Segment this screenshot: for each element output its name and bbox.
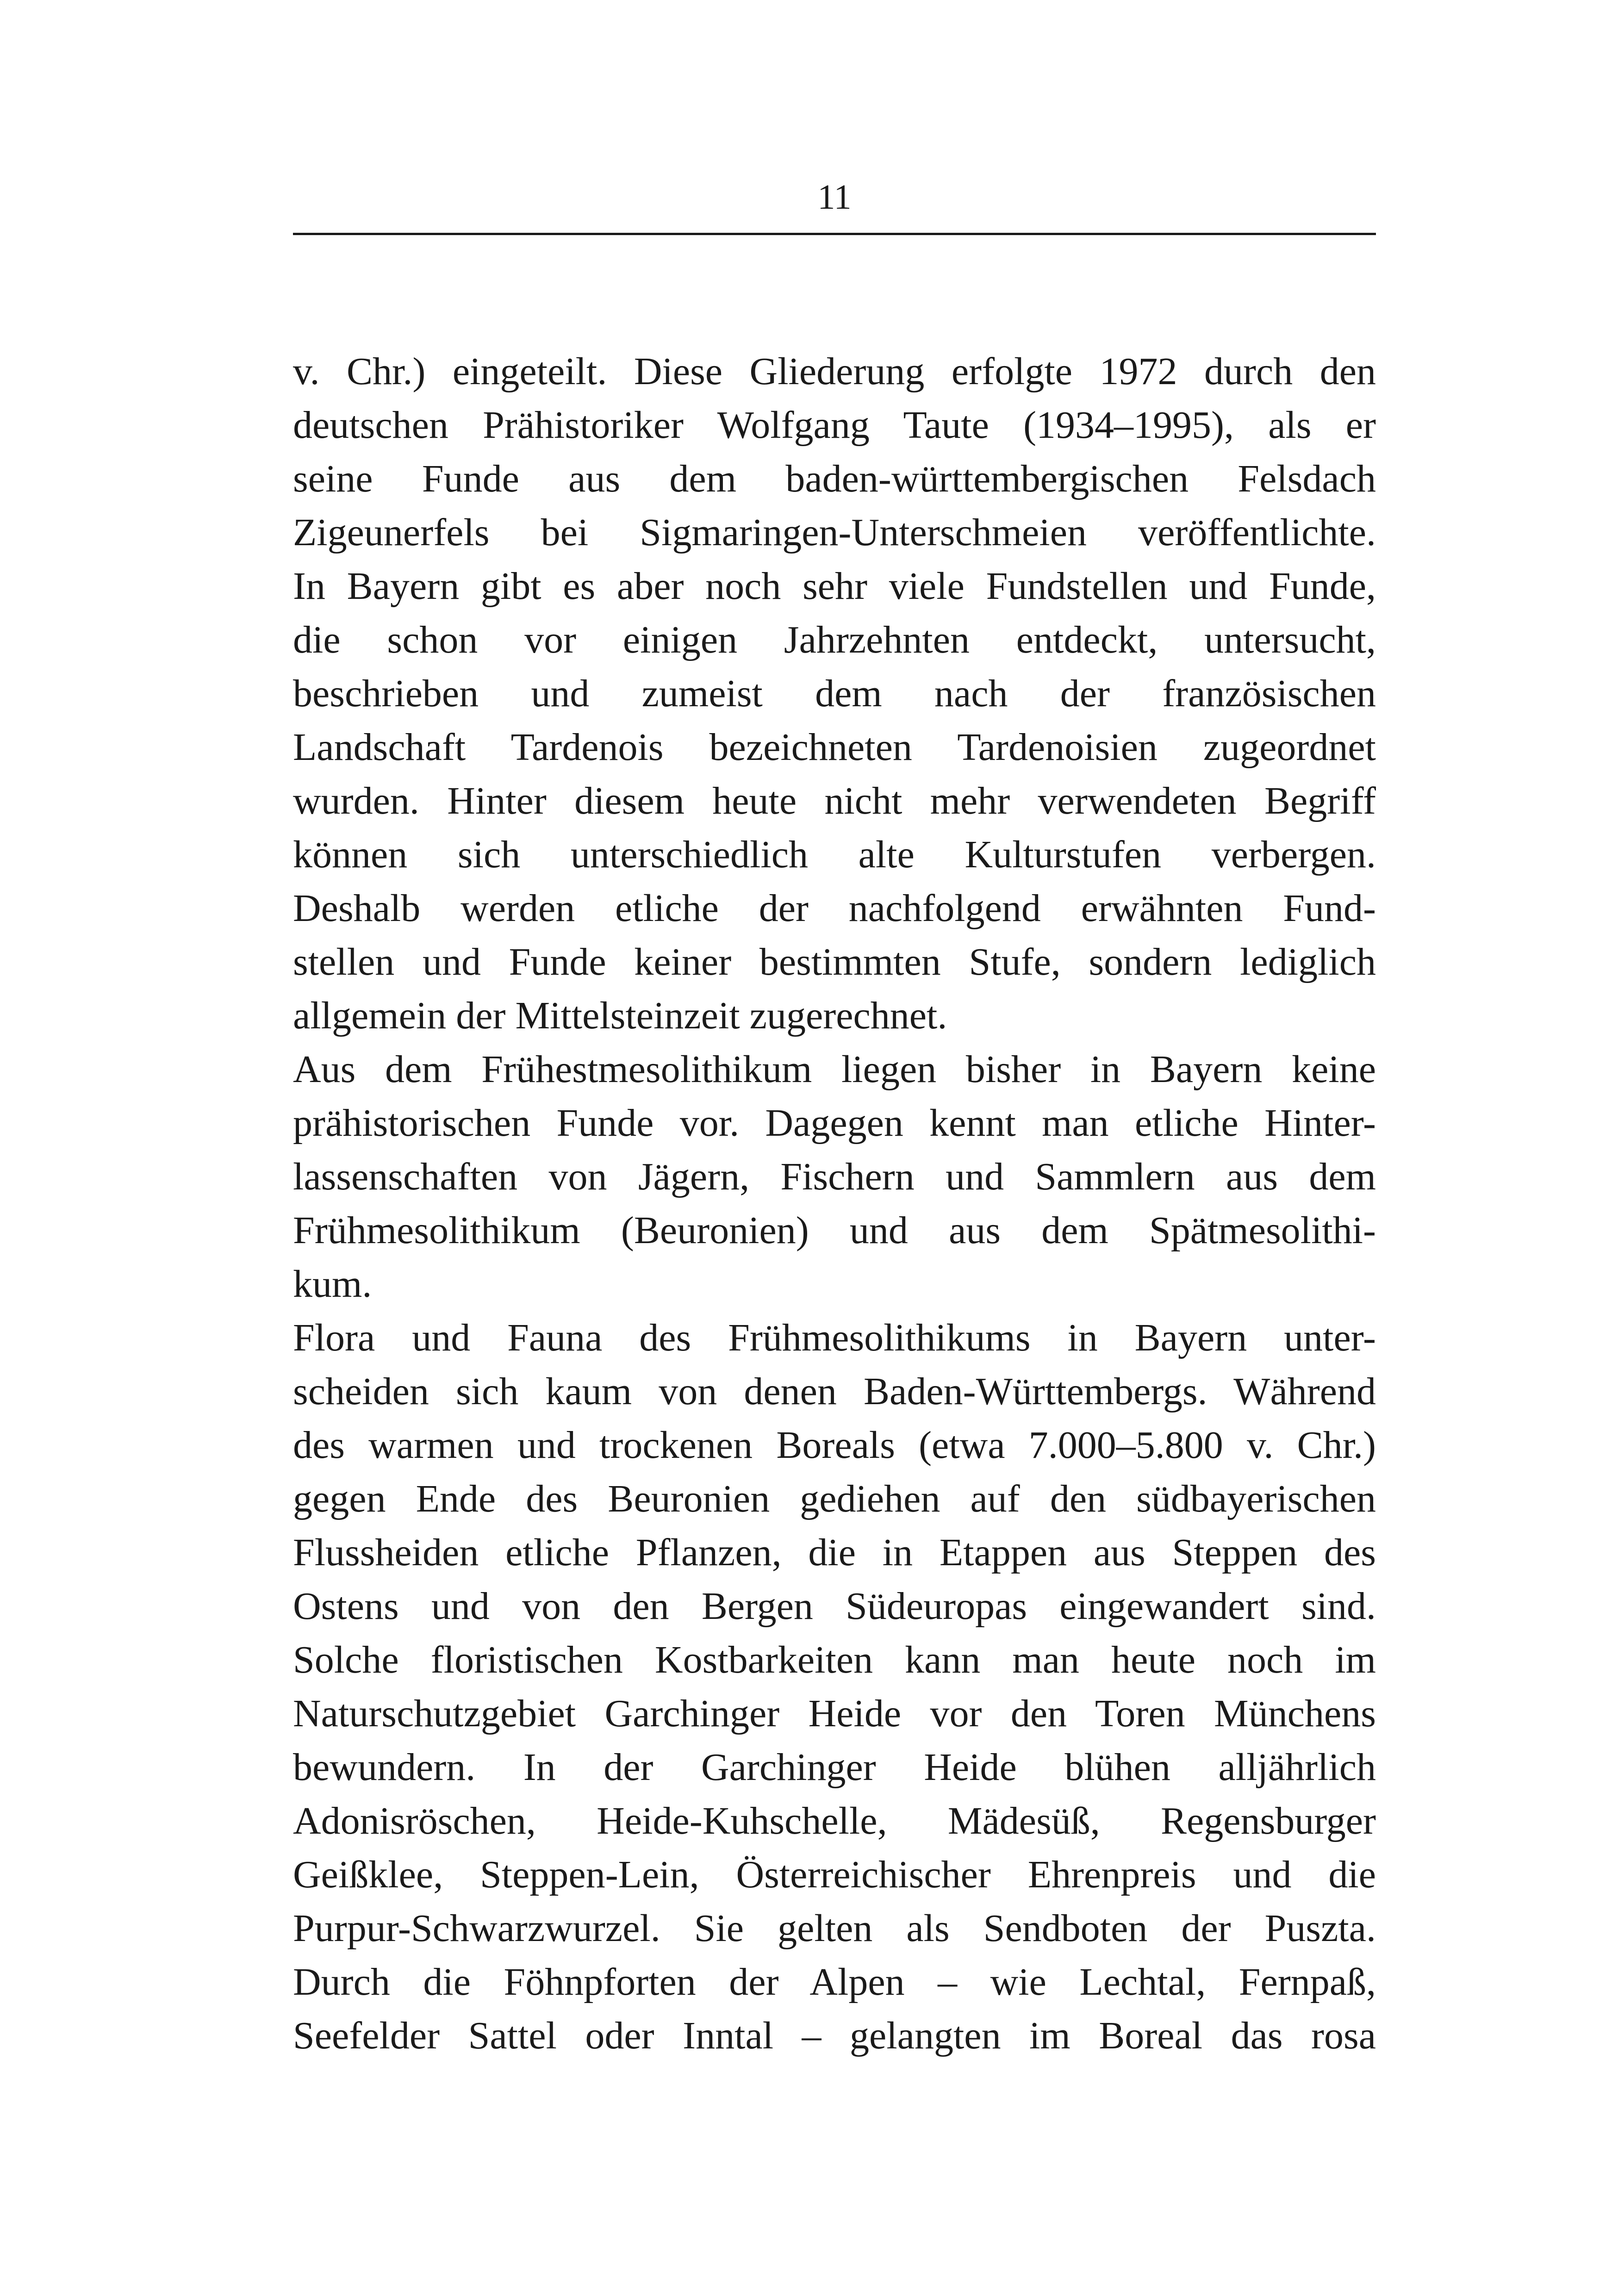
- text-line: In Bayern gibt es aber noch sehr viele Fundstellen und Funde,: [293, 565, 1376, 608]
- text-line: beschrieben und zumeist dem nach der französischen: [293, 672, 1376, 715]
- text-line: Deshalb werden etliche der nachfolgend erwähnten Fund-: [293, 887, 1376, 930]
- paragraph: [293, 345, 1376, 1043]
- text-line: können sich unterschiedlich alte Kulturstufen verbergen.: [293, 833, 1376, 876]
- text-line: allgemein der Mittelsteinzeit zugerechnet.: [293, 994, 947, 1037]
- text-line: gegen Ende des Beuronien gediehen auf den südbayerischen: [293, 1477, 1376, 1520]
- text-line: Zigeunerfels bei Sigmaringen-Unterschmeien veröffentlichte.: [293, 511, 1376, 554]
- text-line: wurden. Hinter diesem heute nicht mehr verwendeten Begriff: [293, 779, 1376, 822]
- text-line: Durch die Föhnpforten der Alpen – wie Lechtal, Fernpaß,: [293, 1960, 1376, 2004]
- text-line: lassenschaften von Jägern, Fischern und Sammlern aus dem: [293, 1155, 1376, 1198]
- text-line: Frühmesolithikum (Beuronien) und aus dem Spätmesolithi-: [293, 1209, 1376, 1252]
- text-line: des warmen und trockenen Boreals (etwa 7.000–5.800 v. Chr.): [293, 1424, 1376, 1467]
- text-line: Landschaft Tardenois bezeichneten Tardenoisien zugeordnet: [293, 726, 1376, 769]
- text-line: deutschen Prähistoriker Wolfgang Taute (1934–1995), als er: [293, 404, 1376, 447]
- text-line: stellen und Funde keiner bestimmten Stufe, sondern lediglich: [293, 940, 1376, 983]
- text-line: Aus dem Frühestmesolithikum liegen bisher in Bayern keine: [293, 1048, 1376, 1091]
- text-line: die schon vor einigen Jahrzehnten entdeckt, untersucht,: [293, 618, 1376, 661]
- paragraph: [293, 1311, 1376, 2063]
- text-line: Flora und Fauna des Frühmesolithikums in Bayern unter-: [293, 1316, 1376, 1359]
- text-line: Geißklee, Steppen-Lein, Österreichischer Ehrenpreis und die: [293, 1853, 1376, 1896]
- text-line: scheiden sich kaum von denen Baden-Württembergs. Während: [293, 1370, 1376, 1413]
- text-line: seine Funde aus dem baden-württembergischen Felsdach: [293, 457, 1376, 500]
- text-line: prähistorischen Funde vor. Dagegen kennt man etliche Hinter-: [293, 1101, 1376, 1145]
- text-line: Naturschutzgebiet Garchinger Heide vor den Toren Münchens: [293, 1692, 1376, 1735]
- text-line: Adonisröschen, Heide-Kuhschelle, Mädesüß, Regensburger: [293, 1799, 1376, 1842]
- text-line: Ostens und von den Bergen Südeuropas eingewandert sind.: [293, 1585, 1376, 1628]
- text-line: Seefelder Sattel oder Inntal – gelangten im Boreal das rosa: [293, 2014, 1376, 2057]
- paragraph: [293, 1043, 1376, 1311]
- page-number: 11: [817, 178, 852, 217]
- body-text: [293, 345, 1376, 2063]
- text-line: Solche floristischen Kostbarkeiten kann man heute noch im: [293, 1638, 1376, 1681]
- text-line: Flussheiden etliche Pflanzen, die in Etappen aus Steppen des: [293, 1531, 1376, 1574]
- text-line: Purpur-Schwarzwurzel. Sie gelten als Sendboten der Puszta.: [293, 1907, 1376, 1950]
- text-line: v. Chr.) eingeteilt. Diese Gliederung erfolgte 1972 durch den: [293, 350, 1376, 393]
- text-line: bewundern. In der Garchinger Heide blühen alljährlich: [293, 1746, 1376, 1789]
- header-rule: [293, 233, 1376, 235]
- text-line: kum.: [293, 1263, 372, 1306]
